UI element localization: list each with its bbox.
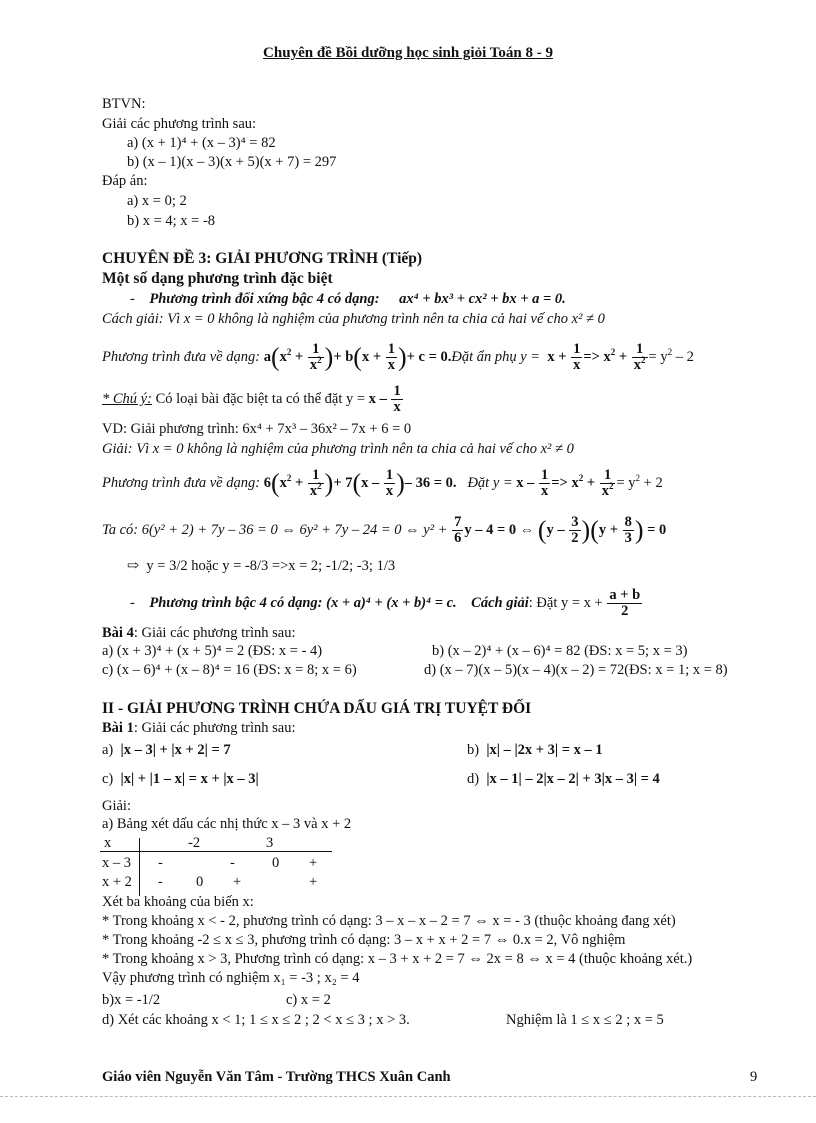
table-head-x: x [104, 835, 112, 851]
page-number: 9 [750, 1069, 758, 1085]
table-hline [100, 851, 332, 852]
btvn-answer-b: b) x = 4; x = -8 [127, 213, 216, 229]
type2-method-label: Cách giải [471, 594, 529, 611]
bai4-d: d) (x – 7)(x – 5)(x – 4)(x – 2) = 72(ĐS: x = 1; x = 8) [424, 662, 728, 678]
table-row1-c4: + [309, 855, 318, 871]
table-vline [139, 838, 140, 896]
ta-co-text: Ta có: 6(y² + 2) + 7y – 36 = 0 ⇔ 6y² + 7y – 24 = 0 ⇔ y² + [102, 522, 452, 538]
table-row2-c4: + [309, 874, 318, 890]
btvn-answers-title: Đáp án: [102, 173, 148, 189]
table-head-minus2: -2 [188, 835, 201, 851]
table-row2-c2: 0 [196, 874, 204, 890]
eq-b: b) |x| – |2x + 3| = x – 1 [467, 742, 603, 758]
type2-method-text: : Đặt y = x + [528, 594, 607, 611]
result-line [127, 557, 395, 575]
result-text: y = 3/2 hoặc y = -8/3 =>x = 2; -1/2; -3; 1/3 [146, 558, 396, 574]
analysis-line-4: Vậy phương trình có nghiệm x₁ = -3 ; x₂ = 4 [102, 970, 360, 986]
ta-co-line: Ta có: 6(y² + 2) + 7y – 36 = 0 ⇔ 6y² + 7y – 24 = 0 ⇔ y² + $\frac{7}{6}$ y – 4 = 0 ⇔ (y – $\frac{3}{2}$ )(y + $\frac{8}{3}$ ) = 0 [102, 514, 667, 547]
section3-title: CHUYÊN ĐỀ 3: GIẢI PHƯƠNG TRÌNH (Tiếp) [102, 250, 423, 267]
bai4-title: Bài 4 [102, 625, 134, 641]
answer-b: b)x = -1/2 [102, 992, 161, 1008]
table-row1-label: x – 3 [102, 855, 131, 871]
analysis-line-1: * Trong khoảng x < - 2, phương trình có dạng: 3 – x – x – 2 = 7 ⇔ x = - 3 (thuộc khoảng đang xét) [102, 913, 676, 929]
type1-label: Phương trình đối xứng bậc 4 có dạng: [149, 291, 380, 307]
btvn-intro: Giải các phương trình sau: [102, 116, 257, 132]
type2-line: - Phương trình bậc 4 có dạng: (x + a)⁴ + (x + b)⁴ = c. Cách giải: Đặt y = x + $\frac{a + b}{2}$ [130, 587, 641, 619]
set-label: Đặt ẩn phụ y = [451, 349, 544, 365]
bai1-intro: : Giải các phương trình sau: [133, 720, 296, 736]
btvn-answer-a: a) x = 0; 2 [127, 193, 187, 209]
type2-label: Phương trình bậc 4 có dạng: (x + a)⁴ + (x + b)⁴ = c. [149, 594, 457, 611]
table-row1-c1: - [158, 855, 163, 871]
note-label: * Chú ý: [102, 391, 152, 407]
page-header: Chuyên đề Bồi dưỡng học sinh giỏi Toán 8 - 9 [263, 45, 553, 61]
method-line: Cách giải: Vì x = 0 không là nghiệm của phương trình nên ta chia cả hai vế cho x² ≠ 0 [102, 311, 605, 327]
section2-title: II - GIẢI PHƯƠNG TRÌNH CHỨA DẤU GIÁ TRỊ TUYỆT ĐỐI [102, 700, 532, 717]
eq-a: a) |x – 3| + |x + 2| = 7 [102, 742, 231, 758]
example-reduce-line: Phương trình đưa về dạng: $6(x^2$ + $\frac{1}{x^2}$ )+ 7(x – $\frac{1}{x}$ )– 36 = 0. Đặt y = x – $\frac{1}{x}$ => $x^2$ + $\frac{1}{x^2}$ = $y^2 + 2$ [102, 467, 663, 500]
example-line: VD: Giải phương trình: 6x⁴ + 7x³ – 36x² – 7x + 6 = 0 [102, 421, 412, 437]
bai4-b: b) (x – 2)⁴ + (x – 6)⁴ = 82 (ĐS: x = 5; x = 3) [432, 643, 688, 659]
eq-c: c) |x| + |1 – x| = x + |x – 3| [102, 771, 259, 787]
note-line: * Chú ý: Có loại bài đặc biệt ta có thể đặt y = x – $\frac{1}{x}$ [102, 383, 401, 416]
answer-d-result: Nghiệm là 1 ≤ x ≤ 2 ; x = 5 [506, 1012, 664, 1028]
eq-d: d) |x – 1| – 2|x – 2| + 3|x – 3| = 4 [467, 771, 660, 787]
arrow-icon: ⇨ [127, 558, 140, 574]
bai4-title-line [102, 624, 296, 642]
table-row2-c1: - [158, 874, 163, 890]
bai4-intro: : Giải các phương trình sau: [133, 625, 296, 641]
footer-teacher: Giáo viên Nguyễn Văn Tâm - Trường THCS Xuân Canh [102, 1069, 451, 1085]
table-caption: a) Bảng xét dấu các nhị thức x – 3 và x + 2 [102, 816, 352, 832]
answer-d: d) Xét các khoảng x < 1; 1 ≤ x ≤ 2 ; 2 < x ≤ 3 ; x > 3. [102, 1012, 410, 1028]
table-row2-c3: + [233, 874, 242, 890]
table-row1-c3: 0 [272, 855, 280, 871]
table-row1-c2: - [230, 855, 235, 871]
type1-line: - Phương trình đối xứng bậc 4 có dạng: ax⁴ + bx³ + cx² + bx + a = 0. [130, 291, 566, 307]
section3-subtitle: Một số dạng phương trình đặc biệt [102, 270, 333, 287]
btvn-title: BTVN: [102, 96, 146, 112]
answer-c: c) x = 2 [286, 992, 331, 1008]
reduce-label: Phương trình đưa về dạng: [102, 349, 261, 365]
bai4-c: c) (x – 6)⁴ + (x – 8)⁴ = 16 (ĐS: x = 8; x = 6) [102, 662, 357, 678]
analysis-line-2: * Trong khoảng -2 ≤ x ≤ 3, phương trình có dạng: 3 – x + x + 2 = 7 ⇔ 0.x = 2, Vô nghiệm [102, 932, 626, 948]
page-bottom-rule [0, 1096, 816, 1123]
btvn-item-a: a) (x + 1)⁴ + (x – 3)⁴ = 82 [127, 135, 276, 151]
bai4-a: a) (x + 3)⁴ + (x + 5)⁴ = 2 (ĐS: x = - 4) [102, 643, 323, 659]
table-head-3: 3 [266, 835, 274, 851]
example-set-label: Đặt y = [467, 475, 517, 491]
analysis-line-0: Xét ba khoảng của biến x: [102, 894, 254, 910]
note-text: Có loại bài đặc biệt ta có thể đặt y = [151, 391, 369, 407]
reduce-line: Phương trình đưa về dạng: $a(x^2$ + $\frac{1}{x^2}$ )+ b(x + $\frac{1}{x}$ )+ c = 0.Đặt ẩn phụ y = x + $\frac{1}{x}$ => $x^2$ + $\frac{1}{x^2}$ = $y^2 - 2$ [102, 341, 694, 374]
bai1-title: Bài 1 [102, 720, 134, 736]
table-row2-label: x + 2 [102, 874, 132, 890]
analysis-line-3: * Trong khoảng x > 3, Phương trình có dạng: x – 3 + x + 2 = 7 ⇔ 2x = 8 ⇔ x = 4 (thuộc khoảng xét.) [102, 951, 693, 967]
type1-formula: ax⁴ + bx³ + cx² + bx + a = 0. [399, 291, 566, 307]
bai1-title-line [102, 719, 296, 737]
giai-label: Giải: [102, 798, 131, 814]
example-reduce-label: Phương trình đưa về dạng: [102, 475, 261, 491]
btvn-item-b: b) (x – 1)(x – 3)(x + 5)(x + 7) = 297 [127, 154, 337, 170]
solution-line: Giải: Vì x = 0 không là nghiệm của phương trình nên ta chia cả hai vế cho x² ≠ 0 [102, 441, 574, 457]
